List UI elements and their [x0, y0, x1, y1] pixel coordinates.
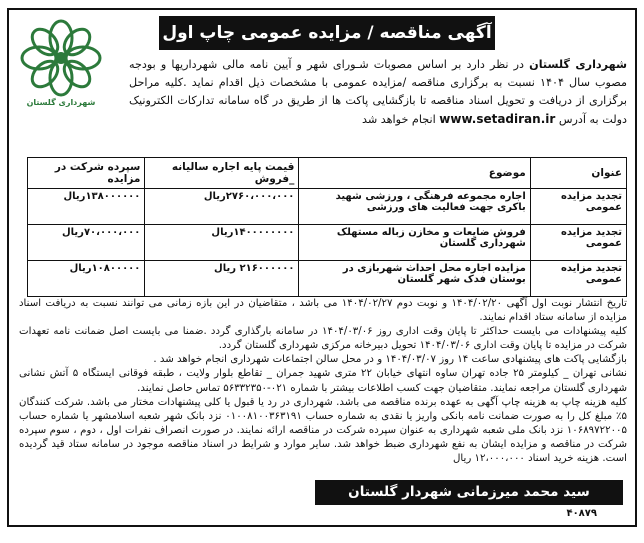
ad-page: [7, 8, 637, 527]
row-subject: اجاره مجموعه فرهنگی ، ورزشی شهید باکری جهت فعالیت های ورزشی: [299, 189, 530, 225]
col-header-deposit: سپرده شرکت در مزایده: [28, 158, 145, 189]
table-header-row: [28, 158, 627, 189]
row-subject: مزایده اجاره محل احداث شهربازی در بوستان فدک شهر گلستان: [299, 261, 530, 297]
row-deposit: ۱۳۸۰۰۰۰۰۰ریال: [28, 189, 145, 225]
row-title: تجدید مزایده عمومی: [530, 225, 626, 261]
row-title: تجدید مزایده عمومی: [530, 261, 626, 297]
address-paragraph: نشانی تهران _ کیلومتر ۲۵ جاده تهران ساوه انتهای خیابان ۲۲ متری شهید جمران _ تقاطع بلوار ولایت ، طبقه فوقانی ایستگاه ۵ آتش نشانی شهرداری گلستان مراجعه نمایند. متقاضیان جهت کسب اطلاعات بیشتر با شماره ۰۲۱-۵۶۳۳۲۳۵۰ تماس حاصل نمایند.: [19, 368, 628, 394]
logo-caption: شهرداری گلستان: [26, 98, 96, 107]
row-price: ۲۱۶۰۰۰۰۰۰ ریال: [145, 261, 299, 297]
table-row: [28, 261, 627, 297]
ad-code: ۴۰۸۷۹: [566, 508, 597, 519]
row-price: ۱۴۰۰۰۰۰۰۰۰ریال: [145, 225, 299, 261]
intro-text: در نظر دارد بر اساس مصوبات شـورای شهر و آیین نامه مالی شهرداریها و بودجه مصوب سال ۱۴۰۴ نسبت به برگزاری مناقصه /مزایده عمومی با مشخصات ذیل اقدام نماید .کلیه مراحل برگزاری از دریافت و تحویل اسناد مناقصه تا بازگشایی پاکت ها از طریق در گاه سامانه تدارکات الکترونیک دولت به آدرس: [129, 58, 627, 126]
col-header-title: عنوان: [530, 158, 626, 189]
terms-paragraph: کلیه هزینه چاپ به هزینه چاپ آگهی به عهده برنده مناقصه می باشد. شهرداری در رد یا قبول یا کلی پیشنهادات مختار می باشد. شرکت کنندگان ۵٪ مبلغ کل را به صورت ضمانت نامه بانکی واریز یا نقدی به شماره حساب ۰۱۰۰۸۱۰۰۳۶۳۱۹۱ نزد بانک شهر شعبه اسلامشهر یا شماره حساب ۱۰۶۸۹۷۲۲۰۰۵ نزد بانک ملی شعبه شهرداری به عنوان سپرده شرکت در مناقصه ارائه نمایند. در صورت انصراف نفرات اول ، دوم ، سوم سپرده شرکت در مناقصه و مزایده ایشان به نفع شهرداری ضبط خواهد شد. سایر موارد و شرایط در اسناد مناقصه موجود در سامانه ستاد قید گردیده است. هزینه خرید اسناد ۱۲،۰۰۰،۰۰۰ ریال: [19, 396, 627, 465]
opening-session-paragraph: بازگشایی پاکت های پیشنهادی ساعت ۱۴ روز ۱۴۰۴/۰۳/۰۷ و در محل سالن اجتماعات شهرداری انجام خواهد شد .: [153, 354, 627, 366]
golestan-municipality-logo: [15, 16, 107, 112]
row-title: تجدید مزایده عمومی: [530, 189, 626, 225]
mayor-signature: سید محمد میرزمانی شهردار گلستان: [315, 480, 623, 505]
intro-tail: انجام خواهد شد: [361, 113, 440, 126]
table-row: [28, 225, 627, 261]
col-header-price: قیمت پایه اجاره سالیانه _فروش: [145, 158, 299, 189]
table-row: [28, 189, 627, 225]
intro-paragraph: [129, 56, 627, 129]
ad-title-banner: آگهی مناقصه / مزایده عمومی چاپ اول: [159, 16, 495, 50]
organization-name: شهرداری گلستان: [529, 58, 627, 71]
row-deposit: ۱۰۸۰۰۰۰۰ریال: [28, 261, 145, 297]
conditions-text: [19, 297, 627, 466]
flower-logo-icon: [15, 16, 107, 102]
publication-dates-paragraph: تاریخ انتشار نوبت اول آگهی ۱۴۰۴/۰۲/۲۰ و نوبت دوم ۱۴۰۴/۰۲/۲۷ می باشد ، متقاضیان در این بازه زمانی می توانند نسبت به دریافت اسناد مزایده از سامانه ستاد اقدام نمایند.: [19, 298, 627, 324]
row-subject: فروش ضایعات و مخازن زباله مستهلک شهرداری گلستان: [299, 225, 530, 261]
col-header-subject: موضوع: [299, 158, 530, 189]
submission-deadline-paragraph: کلیه پیشنهادات می بایست حداکثر تا پایان وقت اداری روز ۱۴۰۴/۰۳/۰۶ در سامانه بارگذاری گردد .ضمنا می بایست اصل ضمانت نامه تعهدات شرکت در مزایده تا پایان وقت اداری ۱۴۰۴/۰۳/۰۶ تحویل دبیرخانه مرکزی شهرداری گلستان گردد.: [19, 326, 627, 352]
row-deposit: ۷۰،۰۰۰،۰۰۰ریال: [28, 225, 145, 261]
row-price: ۲۷۶۰،۰۰۰،۰۰۰ریال: [145, 189, 299, 225]
tender-table: [27, 157, 627, 297]
setad-website-link[interactable]: www.setadiran.ir: [439, 112, 556, 126]
